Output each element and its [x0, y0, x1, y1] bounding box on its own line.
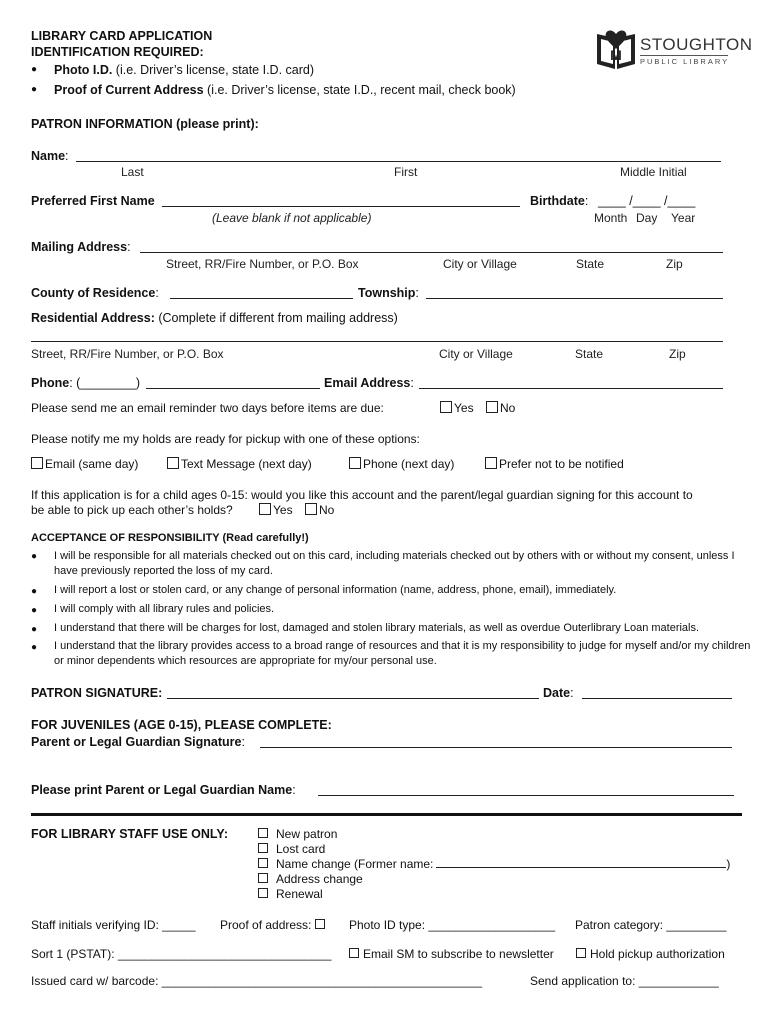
- proof-of-address-checkbox[interactable]: Proof of address:: [220, 918, 325, 932]
- township-field[interactable]: [426, 298, 723, 299]
- checkbox-icon: [258, 828, 268, 838]
- sort-field[interactable]: Sort 1 (PSTAT): ________________________________: [31, 947, 332, 961]
- checkbox-icon: [315, 919, 325, 929]
- year-caption: Year: [671, 211, 696, 225]
- res-state-caption: State: [575, 347, 604, 361]
- requirement-photo-id: Photo I.D. (i.e. Driver’s license, state I.D. card): [54, 63, 315, 77]
- checkbox-icon: [167, 457, 179, 469]
- birthdate-field[interactable]: ____ /____ /____: [598, 194, 696, 208]
- staff-name-change[interactable]: Name change (Former name: ): [258, 857, 730, 872]
- patron-signature-field[interactable]: [167, 698, 539, 699]
- send-application-field[interactable]: Send application to: ____________: [530, 974, 719, 988]
- mailing-address-label: Mailing Address:: [31, 240, 131, 254]
- acceptance-heading: ACCEPTANCE OF RESPONSIBILITY (Read carefully!): [31, 532, 309, 544]
- book-heart-logo-icon: [594, 26, 638, 72]
- bullet-icon: ●: [31, 605, 38, 616]
- date-field[interactable]: [582, 698, 732, 699]
- child-question-line2: be able to pick up each other’s holds?: [31, 503, 233, 517]
- name-field[interactable]: [76, 161, 721, 162]
- bullet-icon: ●: [31, 642, 38, 653]
- staff-heading: FOR LIBRARY STAFF USE ONLY:: [31, 827, 228, 841]
- bullet-icon: ●: [31, 64, 38, 75]
- residential-address-label: Residential Address: (Complete if different from mailing address): [31, 311, 398, 325]
- staff-address-change[interactable]: Address change: [258, 872, 730, 887]
- acceptance-item: I understand that the library provides access to a broad range of resources and that it is my responsibility to judge for myself and/or my children or minor dependents which resources are appropriate for my/our personal use.: [54, 640, 751, 667]
- patron-info-heading: PATRON INFORMATION (please print):: [31, 117, 259, 131]
- reminder-question: Please send me an email reminder two days before items are due:: [31, 401, 384, 415]
- reminder-no-checkbox[interactable]: No: [486, 401, 515, 415]
- name-label: Name:: [31, 149, 69, 163]
- email-label: Email Address:: [324, 376, 414, 390]
- bullet-icon: ●: [31, 551, 38, 562]
- township-label: Township:: [358, 286, 419, 300]
- bullet-icon: ●: [31, 624, 38, 635]
- middle-caption: Middle Initial: [620, 165, 687, 179]
- preferred-name-hint: (Leave blank if not applicable): [212, 211, 372, 225]
- bullet-icon: ●: [31, 586, 38, 597]
- bullet-icon: ●: [31, 84, 38, 95]
- child-yes-checkbox[interactable]: Yes: [259, 503, 293, 517]
- guardian-signature-label: Parent or Legal Guardian Signature:: [31, 735, 245, 749]
- checkbox-icon: [258, 888, 268, 898]
- svg-text:M: M: [610, 47, 622, 63]
- acceptance-item: I will comply with all library rules and policies.: [54, 603, 275, 615]
- staff-options: [258, 827, 730, 902]
- logo-subtitle: PUBLIC LIBRARY: [640, 57, 730, 66]
- checkbox-icon: [259, 503, 271, 515]
- checkbox-icon: [305, 503, 317, 515]
- holds-question: Please notify me my holds are ready for pickup with one of these options:: [31, 432, 420, 446]
- acceptance-item: I understand that there will be charges for lost, damaged and stolen library materials, as well as overdue Outerlibrary Loan materials.: [54, 622, 700, 634]
- state-caption: State: [576, 257, 605, 271]
- newsletter-checkbox[interactable]: Email SM to subscribe to newsletter: [349, 947, 554, 961]
- first-caption: First: [394, 165, 418, 179]
- email-field[interactable]: [419, 388, 723, 389]
- notify-phone-checkbox[interactable]: Phone (next day): [349, 457, 454, 471]
- checkbox-icon: [258, 843, 268, 853]
- phone-field[interactable]: [146, 388, 320, 389]
- notify-none-checkbox[interactable]: Prefer not to be notified: [485, 457, 624, 471]
- zip-caption: Zip: [666, 257, 683, 271]
- checkbox-icon: [440, 401, 452, 413]
- date-label: Date:: [543, 686, 574, 700]
- street-caption: Street, RR/Fire Number, or P.O. Box: [166, 257, 359, 271]
- checkbox-icon: [349, 948, 359, 958]
- city-caption: City or Village: [443, 257, 517, 271]
- notify-email-checkbox[interactable]: Email (same day): [31, 457, 138, 471]
- guardian-name-label: Please print Parent or Legal Guardian Name:: [31, 783, 296, 797]
- patron-signature-label: PATRON SIGNATURE:: [31, 686, 163, 700]
- guardian-signature-field[interactable]: [260, 747, 732, 748]
- checkbox-icon: [485, 457, 497, 469]
- acceptance-item: I will be responsible for all materials checked out on this card, including materials checked out by others with or without my consent, unless I have previously reported the loss of my card.: [54, 550, 735, 577]
- issued-card-field[interactable]: Issued card w/ barcode: ________________________________________________: [31, 974, 483, 988]
- mailing-address-field[interactable]: [140, 252, 723, 253]
- guardian-name-field[interactable]: [318, 795, 734, 796]
- checkbox-icon: [31, 457, 43, 469]
- child-question-line1: If this application is for a child ages 0-15: would you like this account and the parent/legal guardian signing for this account to: [31, 488, 693, 502]
- checkbox-icon: [486, 401, 498, 413]
- logo-divider: [640, 55, 728, 56]
- preferred-name-field[interactable]: [162, 206, 520, 207]
- staff-section-divider: [31, 813, 742, 816]
- staff-initials-field[interactable]: Staff initials verifying ID: _____: [31, 918, 196, 932]
- staff-lost-card[interactable]: Lost card: [258, 842, 730, 857]
- last-caption: Last: [121, 165, 144, 179]
- checkbox-icon: [349, 457, 361, 469]
- photo-id-type-field[interactable]: Photo ID type: ___________________: [349, 918, 556, 932]
- library-logo: [594, 26, 753, 72]
- day-caption: Day: [636, 211, 658, 225]
- juveniles-heading: FOR JUVENILES (AGE 0-15), PLEASE COMPLETE:: [31, 718, 332, 732]
- patron-category-field[interactable]: Patron category: _________: [575, 918, 727, 932]
- checkbox-icon: [258, 858, 268, 868]
- res-city-caption: City or Village: [439, 347, 513, 361]
- hold-authorization-checkbox[interactable]: Hold pickup authorization: [576, 947, 725, 961]
- id-required-heading: IDENTIFICATION REQUIRED:: [31, 45, 204, 59]
- logo-name: STOUGHTON: [640, 35, 753, 54]
- requirement-address: Proof of Current Address (i.e. Driver’s license, state I.D., recent mail, check book): [54, 83, 516, 97]
- acceptance-item: I will report a lost or stolen card, or any change of personal information (name, address, phone, email), immediately.: [54, 584, 617, 596]
- county-field[interactable]: [170, 298, 353, 299]
- notify-text-checkbox[interactable]: Text Message (next day): [167, 457, 312, 471]
- county-label: County of Residence:: [31, 286, 159, 300]
- form-title: LIBRARY CARD APPLICATION: [31, 29, 213, 43]
- checkbox-icon: [576, 948, 586, 958]
- preferred-name-label: Preferred First Name: [31, 194, 155, 208]
- child-no-checkbox[interactable]: No: [305, 503, 334, 517]
- staff-renewal[interactable]: Renewal: [258, 887, 730, 902]
- checkbox-icon: [258, 873, 268, 883]
- month-caption: Month: [594, 211, 628, 225]
- residential-address-field[interactable]: [31, 341, 723, 342]
- res-zip-caption: Zip: [669, 347, 686, 361]
- phone-label: Phone: (________): [31, 376, 141, 390]
- res-street-caption: Street, RR/Fire Number, or P.O. Box: [31, 347, 224, 361]
- reminder-yes-checkbox[interactable]: Yes: [440, 401, 474, 415]
- birthdate-label: Birthdate:: [530, 194, 589, 208]
- staff-new-patron[interactable]: New patron: [258, 827, 730, 842]
